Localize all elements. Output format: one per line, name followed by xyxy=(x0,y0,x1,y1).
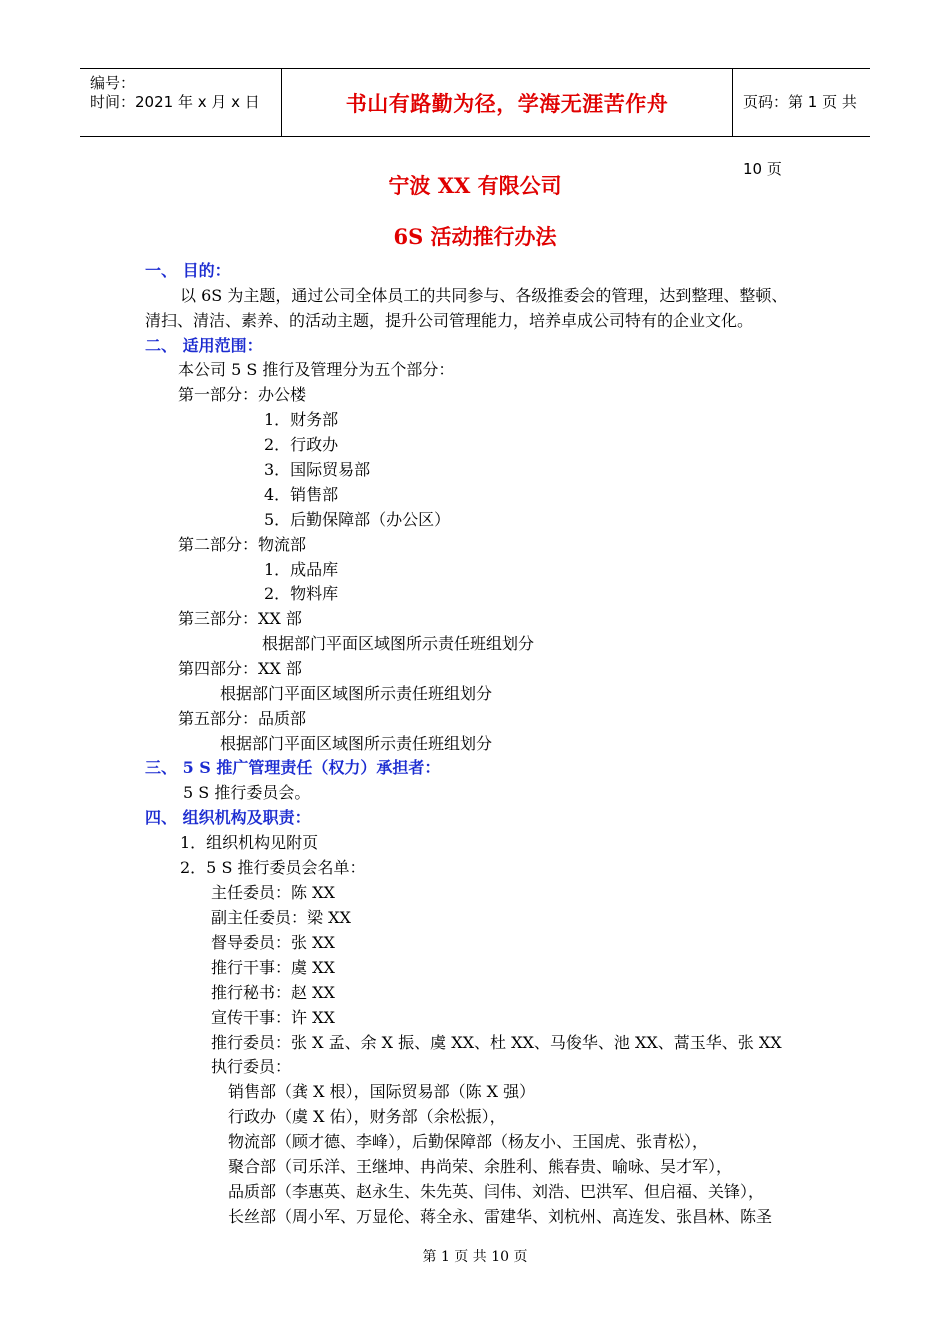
member-line: 推行干事：虞 XX xyxy=(211,958,335,977)
exec-member-line: 行政办（虞 X 佑），财务部（余松振）， xyxy=(228,1107,506,1126)
header-motto: 书山有路勤为径，学海无涯苦作舟 xyxy=(281,69,733,136)
section-4-heading: 四、 组织机构及职责： xyxy=(145,808,311,827)
header-meta-cell xyxy=(80,69,281,136)
part-5-label: 第五部分：品质部 xyxy=(178,709,307,728)
member-line: 宣传干事：许 XX xyxy=(211,1008,335,1027)
member-line: 主任委员：陈 XX xyxy=(211,883,335,902)
part-3-label: 第三部分：XX 部 xyxy=(178,609,302,628)
section-1-body-line-1: 以 6S 为主题，通过公司全体员工的共同参与、各级推委会的管理，达到整理、整顿、 xyxy=(180,286,788,305)
member-line: 推行委员：张 X 孟、余 X 振、虞 XX、杜 XX、马俊华、池 XX、蒿玉华、张 XX xyxy=(211,1033,782,1052)
part-3-note: 根据部门平面区域图所示责任班组划分 xyxy=(262,634,535,653)
section-1-body-line-2: 清扫、清洁、素养、的活动主题，提升公司管理能力，培养卓成公司特有的企业文化。 xyxy=(145,311,754,330)
document-title: 6S 活动推行办法 xyxy=(393,224,557,249)
part-1-item: 3．国际贸易部 xyxy=(264,460,371,479)
part-1-item: 4．销售部 xyxy=(264,485,339,504)
section-1-heading: 一、 目的： xyxy=(145,261,231,280)
exec-member-line: 物流部（顾才德、李峰），后勤保障部（杨友小、王国虎、张青松）， xyxy=(228,1132,709,1151)
section-2-heading: 二、 适用范围： xyxy=(145,336,263,355)
section-4-item-1: 1．组织机构见附页 xyxy=(180,833,319,852)
part-1-item: 1．财务部 xyxy=(264,410,339,429)
document-header xyxy=(80,68,870,178)
member-line: 副主任委员：梁 XX xyxy=(211,908,351,927)
section-2-intro: 本公司 5 S 推行及管理分为五个部分： xyxy=(178,360,455,379)
number-label: 编号： xyxy=(90,74,136,92)
member-line: 执行委员： xyxy=(211,1057,292,1076)
part-1-item: 5．后勤保障部（办公区） xyxy=(264,510,451,529)
part-1-label: 第一部分：办公楼 xyxy=(178,385,307,404)
part-2-item: 1．成品库 xyxy=(264,560,339,579)
part-5-note: 根据部门平面区域图所示责任班组划分 xyxy=(220,734,493,753)
section-3-heading: 三、 5 S 推广管理责任（权力）承担者： xyxy=(145,758,441,777)
company-title: 宁波 XX 有限公司 xyxy=(388,173,562,198)
exec-member-line: 聚合部（司乐洋、王继坤、冉尚荣、余胜利、熊春贵、喻咏、吴才军）， xyxy=(228,1157,733,1176)
part-4-label: 第四部分：XX 部 xyxy=(178,659,302,678)
header-page-info: 页码：第 1 页 共 10 页 xyxy=(743,93,857,178)
part-2-label: 第二部分：物流部 xyxy=(178,535,307,554)
member-line: 推行秘书：赵 XX xyxy=(211,983,335,1002)
part-2-item: 2．物料库 xyxy=(264,584,339,603)
part-4-note: 根据部门平面区域图所示责任班组划分 xyxy=(220,684,493,703)
time-label: 时间：2021 年 x 月 x 日 xyxy=(90,93,260,111)
exec-member-line: 长丝部（周小军、万显伦、蒋全永、雷建华、刘杭州、高连发、张昌林、陈圣 xyxy=(228,1207,773,1226)
page-footer: 第 1 页 共 10 页 xyxy=(422,1249,528,1265)
exec-member-line: 销售部（龚 X 根），国际贸易部（陈 X 强） xyxy=(228,1082,536,1101)
section-4-item-2: 2．5 S 推行委员会名单： xyxy=(180,858,366,877)
member-line: 督导委员：张 XX xyxy=(211,933,335,952)
section-3-body: 5 S 推行委员会。 xyxy=(183,783,311,802)
exec-member-line: 品质部（李惠英、赵永生、朱先英、闫伟、刘浩、巴洪军、但启福、关锋）， xyxy=(228,1182,765,1201)
part-1-item: 2．行政办 xyxy=(264,435,339,454)
